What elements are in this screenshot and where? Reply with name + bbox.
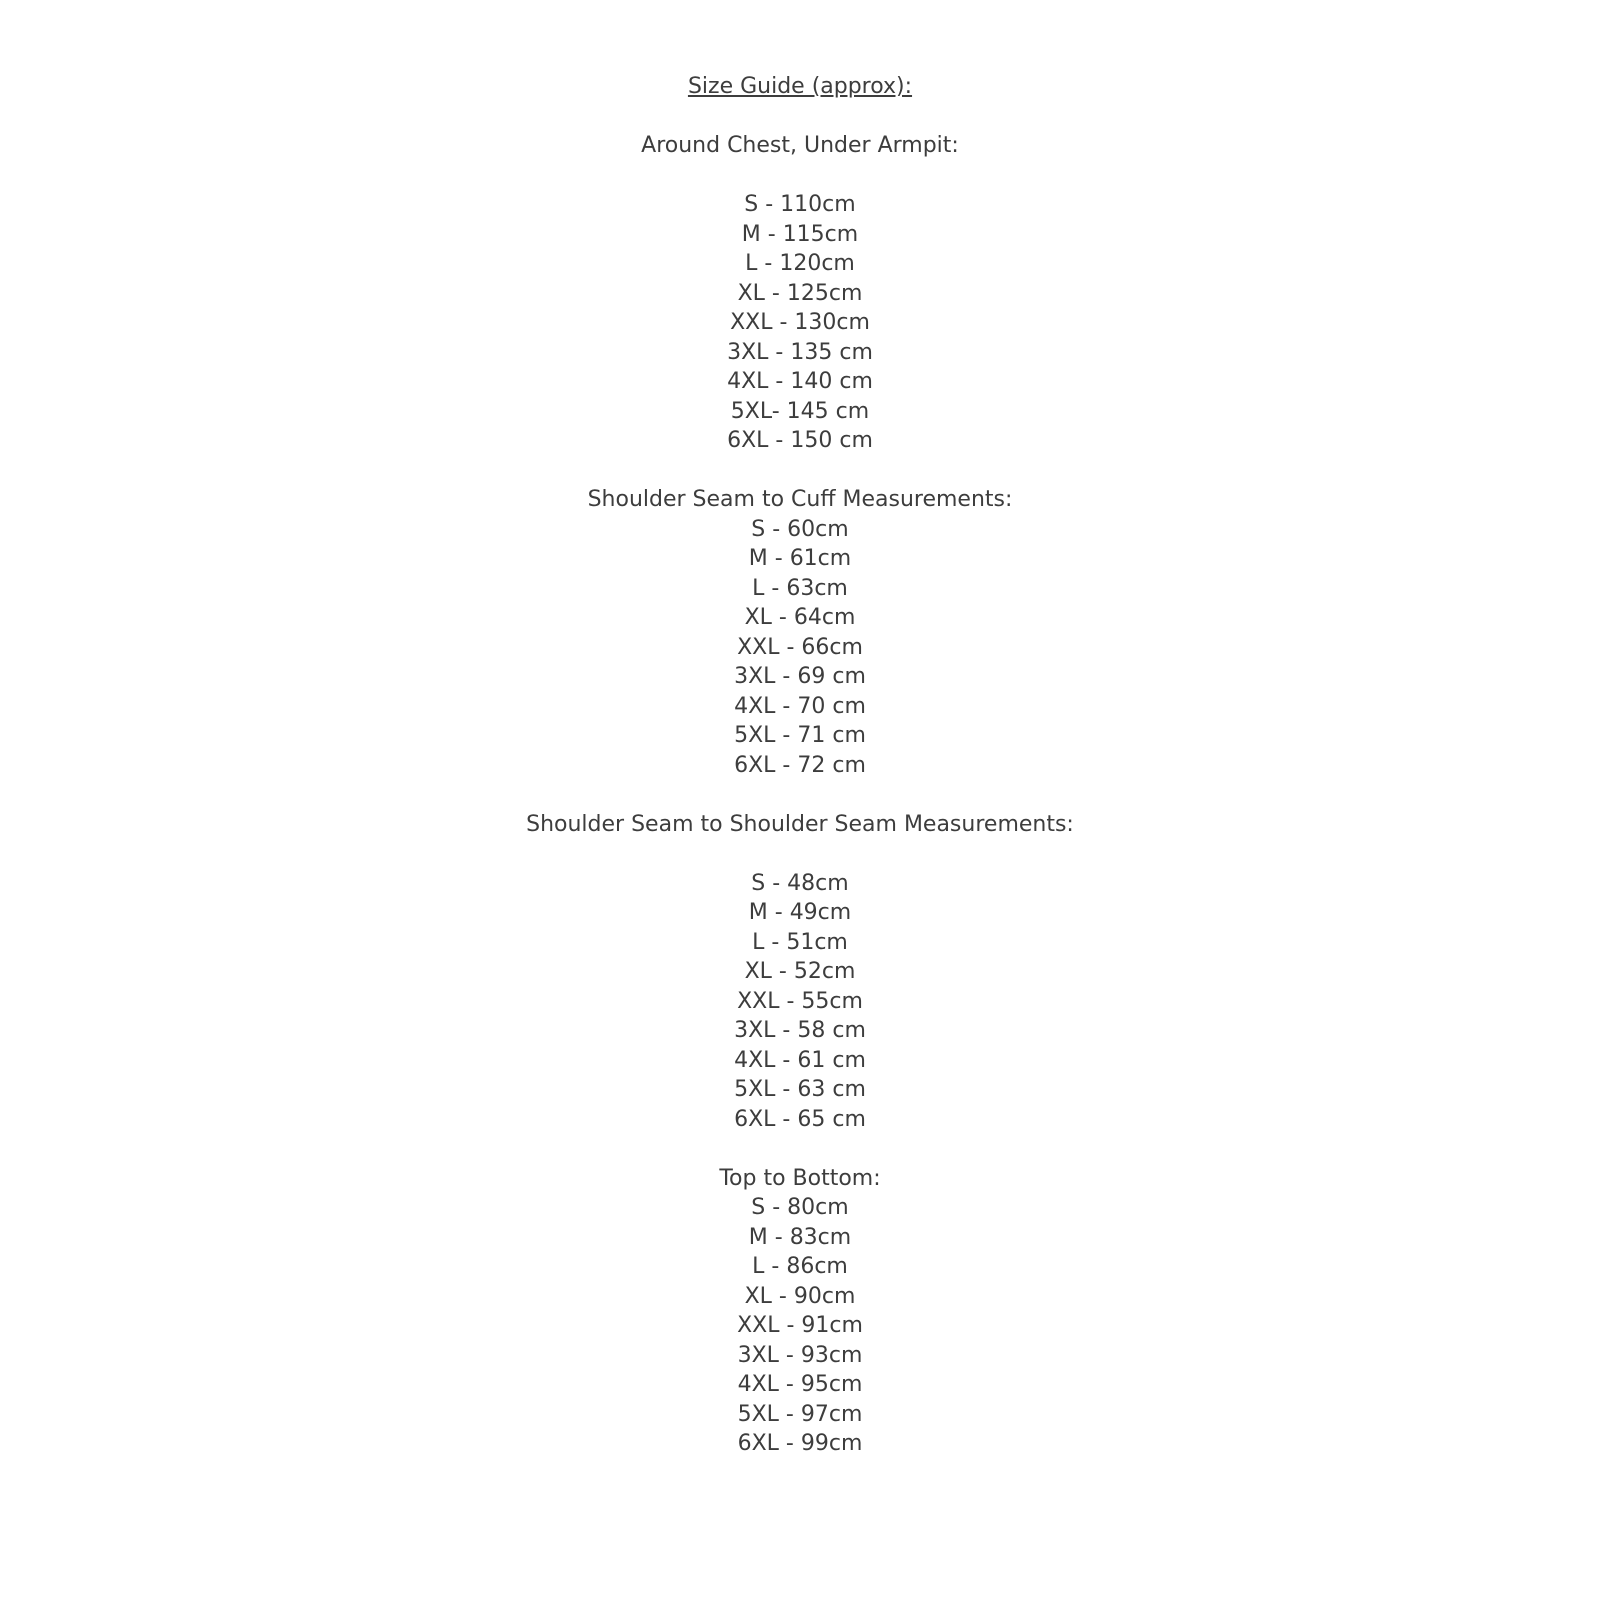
size-row: L - 86cm <box>752 1254 848 1279</box>
section-heading-chest: Around Chest, Under Armpit: <box>641 133 959 158</box>
size-row: 3XL - 69 cm <box>734 664 866 689</box>
size-row: 4XL - 70 cm <box>734 693 866 719</box>
size-row: M - 61cm <box>748 546 852 571</box>
spacer <box>0 780 1600 810</box>
size-row: 3XL - 135 cm <box>727 339 873 365</box>
size-row: L - 63cm <box>752 575 848 601</box>
size-row: XXL - 130cm <box>730 310 870 335</box>
size-row: XXL - 55cm <box>737 988 863 1014</box>
size-row: L - 51cm <box>752 929 848 955</box>
size-row: XXL - 91cm <box>737 1313 863 1338</box>
size-row: 5XL- 145 cm <box>730 398 870 424</box>
size-row: 4XL - 95cm <box>737 1372 863 1397</box>
size-row: 5XL - 97cm <box>737 1401 863 1427</box>
page-title: Size Guide (approx): <box>687 74 913 99</box>
size-row: 5XL - 71 cm <box>734 723 866 748</box>
size-row: XL - 64cm <box>744 605 856 630</box>
size-row: 6XL - 150 cm <box>727 428 873 453</box>
size-row: 3XL - 58 cm <box>734 1018 866 1043</box>
size-row: XL - 90cm <box>744 1283 856 1309</box>
spacer <box>0 456 1600 486</box>
size-row: 4XL - 61 cm <box>734 1047 866 1073</box>
spacer <box>0 839 1600 869</box>
section-heading-seam-to-seam: Shoulder Seam to Shoulder Seam Measurements: <box>526 811 1074 837</box>
spacer <box>0 102 1600 132</box>
size-row: 5XL - 63 cm <box>734 1077 866 1102</box>
spacer <box>0 161 1600 191</box>
size-row: 6XL - 65 cm <box>734 1106 866 1132</box>
size-row: L - 120cm <box>745 251 855 276</box>
size-row: XL - 52cm <box>744 959 856 984</box>
section-heading-top-to-bottom: Top to Bottom: <box>719 1165 881 1191</box>
size-row: S - 60cm <box>751 516 849 542</box>
size-row: 4XL - 140 cm <box>727 369 873 394</box>
size-row: S - 48cm <box>751 870 849 896</box>
section-heading-seam-to-cuff: Shoulder Seam to Cuff Measurements: <box>587 487 1013 512</box>
size-row: S - 80cm <box>751 1195 849 1220</box>
size-row: 3XL - 93cm <box>737 1342 863 1368</box>
size-row: 6XL - 72 cm <box>734 752 866 778</box>
size-row: M - 49cm <box>748 900 852 925</box>
size-row: M - 115cm <box>741 221 859 247</box>
size-row: XXL - 66cm <box>737 634 863 660</box>
size-row: S - 110cm <box>744 192 856 217</box>
size-row: M - 83cm <box>748 1224 852 1250</box>
size-row: XL - 125cm <box>737 280 863 306</box>
spacer <box>0 1134 1600 1164</box>
size-row: 6XL - 99cm <box>737 1431 863 1456</box>
